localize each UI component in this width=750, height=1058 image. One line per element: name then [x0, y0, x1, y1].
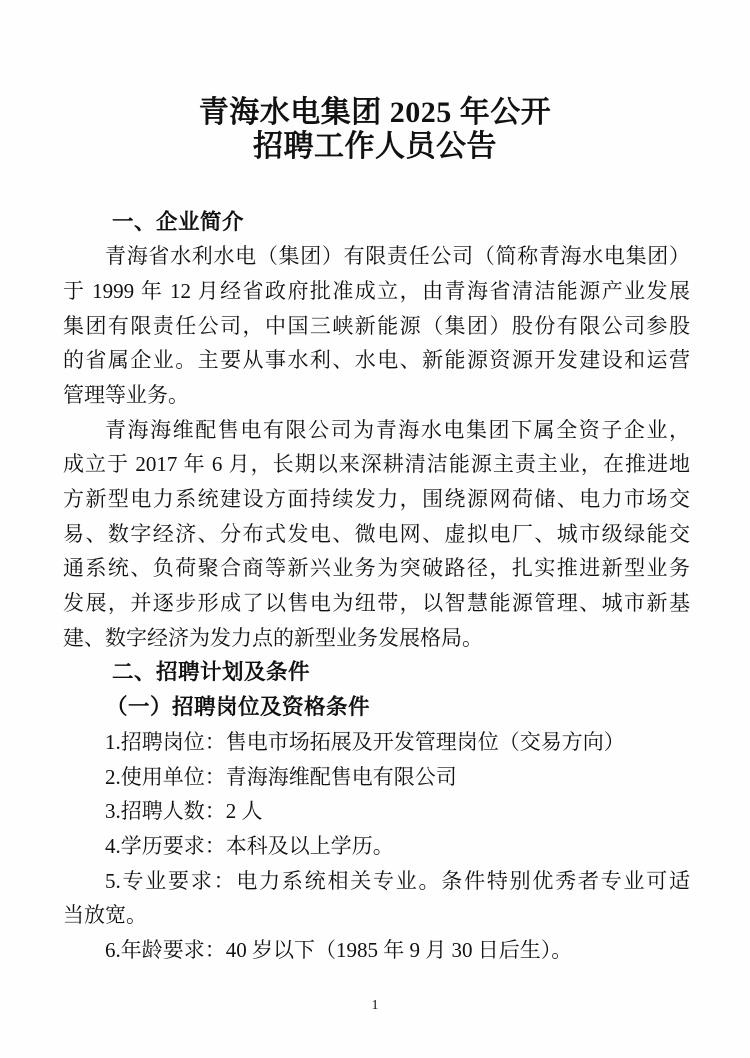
- paragraph-2-line: 青海海维配售电有限公司为青海水电集团下属全资子企业，: [105, 417, 690, 442]
- section-heading-enterprise-intro: 一、企业简介: [112, 209, 245, 234]
- paragraph-2-line: 建、数字经济为发力点的新型业务发展格局。: [63, 625, 483, 650]
- paragraph-2-line: 方新型电力系统建设方面持续发力，围绕源网荷储、电力市场交: [63, 487, 690, 512]
- document-title: [0, 96, 750, 163]
- list-item-position: 1.招聘岗位：售电市场拓展及开发管理岗位（交易方向）: [105, 729, 625, 754]
- paragraph-2-line: 易、数字经济、分布式发电、微电网、虚拟电厂、城市级绿能交: [63, 521, 690, 546]
- document-title-line-1: 青海水电集团 2025 年公开: [198, 96, 552, 129]
- paragraph-1-line: 于 1999 年 12 月经省政府批准成立，由青海省清洁能源产业发展: [63, 278, 690, 303]
- paragraph-2-line: 成立于 2017 年 6 月，长期以来深耕清洁能源主责主业，在推进地: [63, 452, 690, 477]
- page-number: 1: [371, 998, 379, 1013]
- section-heading-recruitment-plan: 二、招聘计划及条件: [112, 660, 311, 685]
- list-item-major: 5.专业要求：电力系统相关专业。条件特别优秀者专业可适: [105, 868, 690, 893]
- paragraph-2-line: 发展，并逐步形成了以售电为纽带，以智慧能源管理、城市新基: [63, 591, 690, 616]
- paragraph-1-line: 青海省水利水电（集团）有限责任公司（简称青海水电集团）: [105, 244, 690, 269]
- paragraph-2-line: 通系统、负荷聚合商等新兴业务为突破路径，扎实推进新型业务: [63, 556, 690, 581]
- document-title-line-2: 招聘工作人员公告: [253, 129, 497, 163]
- list-item-education: 4.学历要求：本科及以上学历。: [105, 833, 394, 858]
- list-item-major-continued: 当放宽。: [63, 903, 147, 928]
- list-item-employer: 2.使用单位：青海海维配售电有限公司: [105, 764, 457, 789]
- paragraph-1-line: 的省属企业。主要从事水利、水电、新能源资源开发建设和运营: [63, 348, 690, 373]
- paragraph-1-line: 集团有限责任公司，中国三峡新能源（集团）股份有限公司参股: [63, 313, 690, 338]
- list-item-age: 6.年龄要求：40 岁以下（1985 年 9 月 30 日后生）。: [105, 937, 573, 962]
- document-body: [0, 205, 750, 968]
- subsection-heading-positions-qualifications: （一）招聘岗位及资格条件: [106, 695, 371, 720]
- paragraph-1-line: 管理等业务。: [63, 382, 189, 407]
- list-item-headcount: 3.招聘人数：2 人: [105, 799, 263, 824]
